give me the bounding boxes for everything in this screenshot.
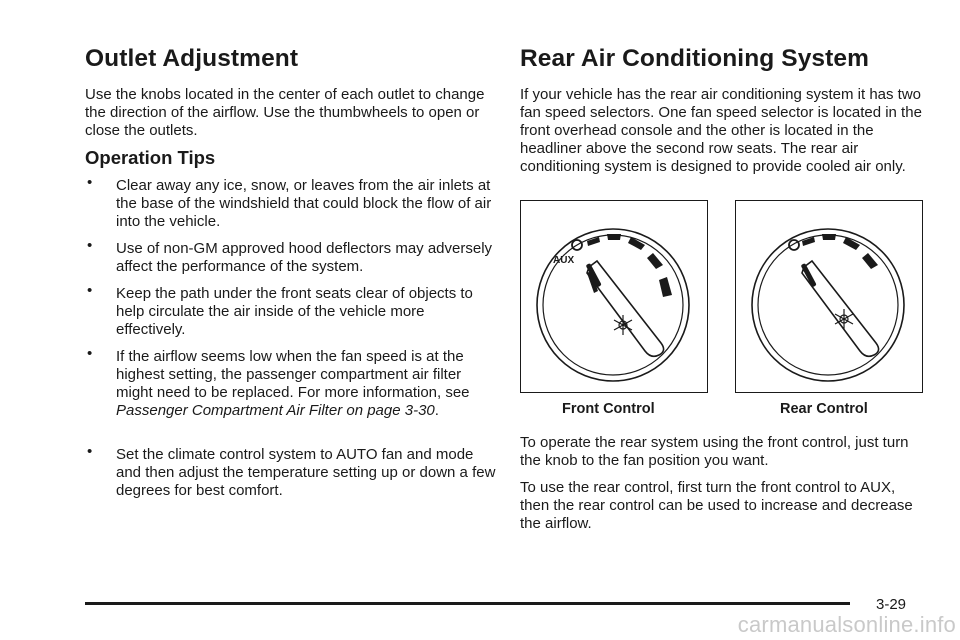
tip-text-end: .	[434, 402, 439, 419]
rear-control-figure	[735, 200, 923, 393]
rear-ac-rear-control-text: To use the rear control, first turn the front control to AUX, then the rear control can be used to increase and decrease the airflow.	[520, 479, 913, 532]
front-control-dial-drawing	[521, 201, 709, 394]
snowflake-icon	[835, 309, 853, 329]
aux-label: AUX	[553, 255, 575, 266]
rear-ac-intro: If your vehicle has the rear air conditioning system it has two fan speed selectors. One fan speed selector is located in the front overhead console and the other is located in the headliner above the second row seats. The rear air conditioning system is designed to provide cooled air only.	[520, 86, 922, 175]
front-control-figure	[520, 200, 708, 393]
operation-tips-heading: Operation Tips	[85, 147, 216, 168]
outlet-adjustment-heading: Outlet Adjustment	[85, 45, 299, 72]
air-filter-reference-link[interactable]: Passenger Compartment Air Filter on page 3-30	[116, 402, 435, 419]
bullet-dot: •	[87, 237, 93, 254]
outlet-adjustment-text: Use the knobs located in the center of each outlet to change the direction of the airflow. Use the thumbwheels to open or close the outlets.	[85, 86, 485, 139]
watermark: carmanualsonline.info	[737, 612, 956, 637]
page-number: 3-29	[876, 596, 907, 613]
footer-rule	[85, 602, 850, 605]
bullet-dot: •	[87, 282, 93, 299]
snowflake-icon	[614, 315, 632, 335]
front-control-caption: Front Control	[562, 401, 655, 417]
rear-ac-front-control-text: To operate the rear system using the front control, just turn the knob to the fan position you want.	[520, 434, 909, 469]
tip-text: Use of non-GM approved hood deflectors may adversely affect the performance of the system.	[116, 240, 493, 275]
tip-text-part: If the airflow seems low when the fan speed is at the highest setting, the passenger compartment air filter might need to be replaced. For more information, see	[116, 348, 470, 401]
tip-text: Set the climate control system to AUTO fan and mode and then adjust the temperature setting up or down a few degrees for best comfort.	[116, 446, 496, 499]
tip-text	[116, 348, 496, 420]
bullet-dot: •	[87, 345, 93, 362]
tip-text: Keep the path under the front seats clear of objects to help circulate the air inside of the vehicle more effectively.	[116, 285, 473, 338]
rear-control-dial-drawing	[736, 201, 924, 394]
tip-text: Clear away any ice, snow, or leaves from the air inlets at the base of the windshield that could block the flow of air into the vehicle.	[116, 177, 492, 230]
bullet-dot: •	[87, 174, 93, 191]
bullet-dot: •	[87, 443, 93, 460]
rear-ac-heading: Rear Air Conditioning System	[520, 45, 870, 72]
rear-control-caption: Rear Control	[780, 401, 868, 417]
